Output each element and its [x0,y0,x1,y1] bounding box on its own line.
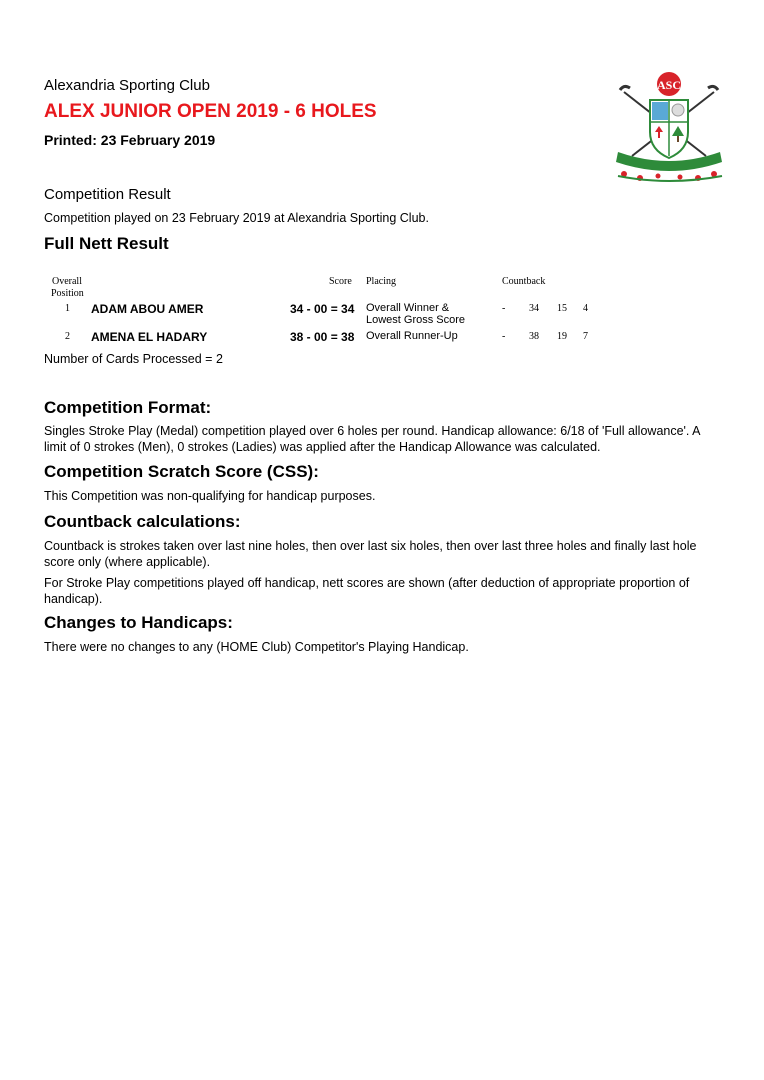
col-overall: Overall [52,276,82,287]
printed-date: Printed: 23 February 2019 [44,132,216,148]
row-placing-line1: Overall Winner & [366,302,450,314]
club-logo [610,70,728,186]
col-score: Score [329,276,352,287]
row-cb3: 4 [583,303,588,314]
countback-text-1: Countback is strokes taken over last nine holes, then over last six holes, then over last three holes and finally last hole score only (where applicable). [44,539,697,569]
row-placing-line1: Overall Runner-Up [366,330,458,342]
row-name: AMENA EL HADARY [91,330,208,344]
row-score: 38 - 00 = 38 [290,330,355,344]
full-nett-heading: Full Nett Result [44,234,169,253]
row-position: 2 [65,331,70,342]
competition-title: ALEX JUNIOR OPEN 2019 - 6 HOLES [44,101,377,122]
row-cb1: 34 [529,303,539,314]
competition-format-text: Singles Stroke Play (Medal) competition played over 6 holes per round. Handicap allowance: 6/18 of 'Full allowance'. A limit of 0 strokes (Men), 0 strokes (Ladies) was applied after the Handicap Allowance was calculated. [44,424,700,454]
competition-played-text: Competition played on 23 February 2019 at Alexandria Sporting Club. [44,211,429,225]
col-position: Position [51,288,84,299]
css-heading: Competition Scratch Score (CSS): [44,462,319,481]
cards-processed: Number of Cards Processed = 2 [44,352,223,366]
handicaps-text: There were no changes to any (HOME Club) Competitor's Playing Handicap. [44,640,469,654]
competition-result-heading: Competition Result [44,186,171,203]
handicaps-heading: Changes to Handicaps: [44,613,233,632]
row-score: 34 - 00 = 34 [290,302,355,316]
row-cb-dash: - [502,303,506,314]
row-cb1: 38 [529,331,539,342]
col-placing: Placing [366,276,396,287]
row-name: ADAM ABOU AMER [91,302,204,316]
css-text: This Competition was non-qualifying for handicap purposes. [44,489,376,503]
row-position: 1 [65,303,70,314]
competition-format-heading: Competition Format: [44,398,212,417]
countback-heading: Countback calculations: [44,512,241,531]
countback-text-2: For Stroke Play competitions played off handicap, nett scores are shown (after deduction of appropriate proportion of handicap). [44,576,690,606]
row-cb-dash: - [502,331,506,342]
col-countback: Countback [502,276,546,287]
club-name: Alexandria Sporting Club [44,77,210,94]
logo-monogram: ASC [656,78,682,92]
row-placing-line2: Lowest Gross Score [366,314,466,326]
row-cb2: 19 [557,331,567,342]
row-cb2: 15 [557,303,567,314]
row-cb3: 7 [583,331,588,342]
